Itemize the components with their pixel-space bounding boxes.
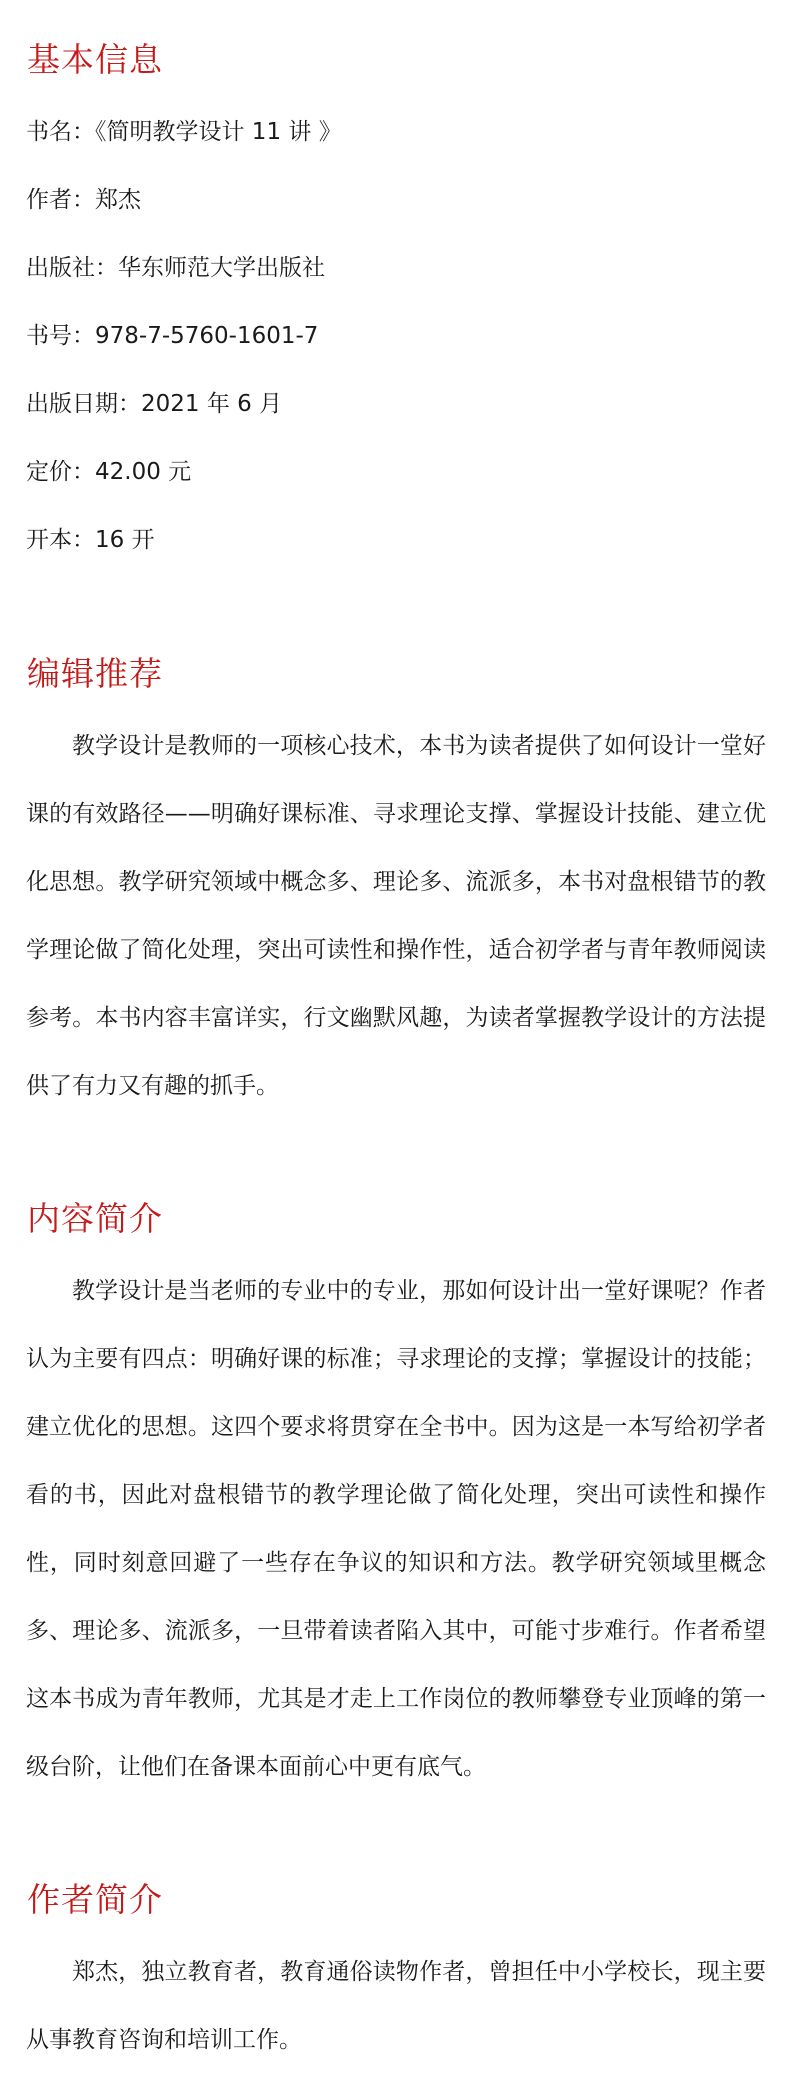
price-line: 定价：42.00 元 (26, 459, 192, 485)
editor-recommendation-heading: 编辑推荐 (27, 654, 163, 693)
book-title-line: 书名：《简明教学设计 11 讲 》 (26, 119, 342, 145)
editor-recommendation-text: 教学设计是教师的一项核心技术，本书为读者提供了如何设计一堂好课的有效路径——明确好课标准、寻求理论支撑、掌握设计技能、建立优化思想。教学研究领域中概念多、理论多、流派多，本书对盘根错节的教学理论做了简化处理，突出可读性和操作性，适合初学者与青年教师阅读参考。本书内容丰富详实，行文幽默风趣，为读者掌握教学设计的方法提供了有力又有趣的抓手。 (26, 733, 766, 1099)
basic-info-heading: 基本信息 (27, 40, 163, 79)
author-line: 作者：郑杰 (26, 187, 141, 213)
content-summary-heading: 内容简介 (27, 1199, 163, 1238)
author-intro-heading: 作者简介 (27, 1880, 163, 1919)
author-intro-text: 郑杰，独立教育者，教育通俗读物作者，曾担任中小学校长，现主要从事教育咨询和培训工作。 (26, 1959, 766, 2053)
isbn-line: 书号：978-7-5760-1601-7 (26, 323, 319, 349)
publish-date-line: 出版日期：2021 年 6 月 (26, 391, 283, 417)
publisher-line: 出版社：华东师范大学出版社 (26, 255, 325, 281)
format-line: 开本：16 开 (26, 527, 155, 553)
content-summary-text: 教学设计是当老师的专业中的专业，那如何设计出一堂好课呢？作者认为主要有四点：明确好课的标准；寻求理论的支撑；掌握设计的技能；建立优化的思想。这四个要求将贯穿在全书中。因为这是一本写给初学者看的书，因此对盘根错节的教学理论做了简化处理，突出可读性和操作性，同时刻意回避了一些存在争议的知识和方法。教学研究领域里概念多、理论多、流派多，一旦带着读者陷入其中，可能寸步难行。作者希望这本书成为青年教师，尤其是才走上工作岗位的教师攀登专业顶峰的第一级台阶，让他们在备课本面前心中更有底气。 (26, 1278, 766, 1780)
